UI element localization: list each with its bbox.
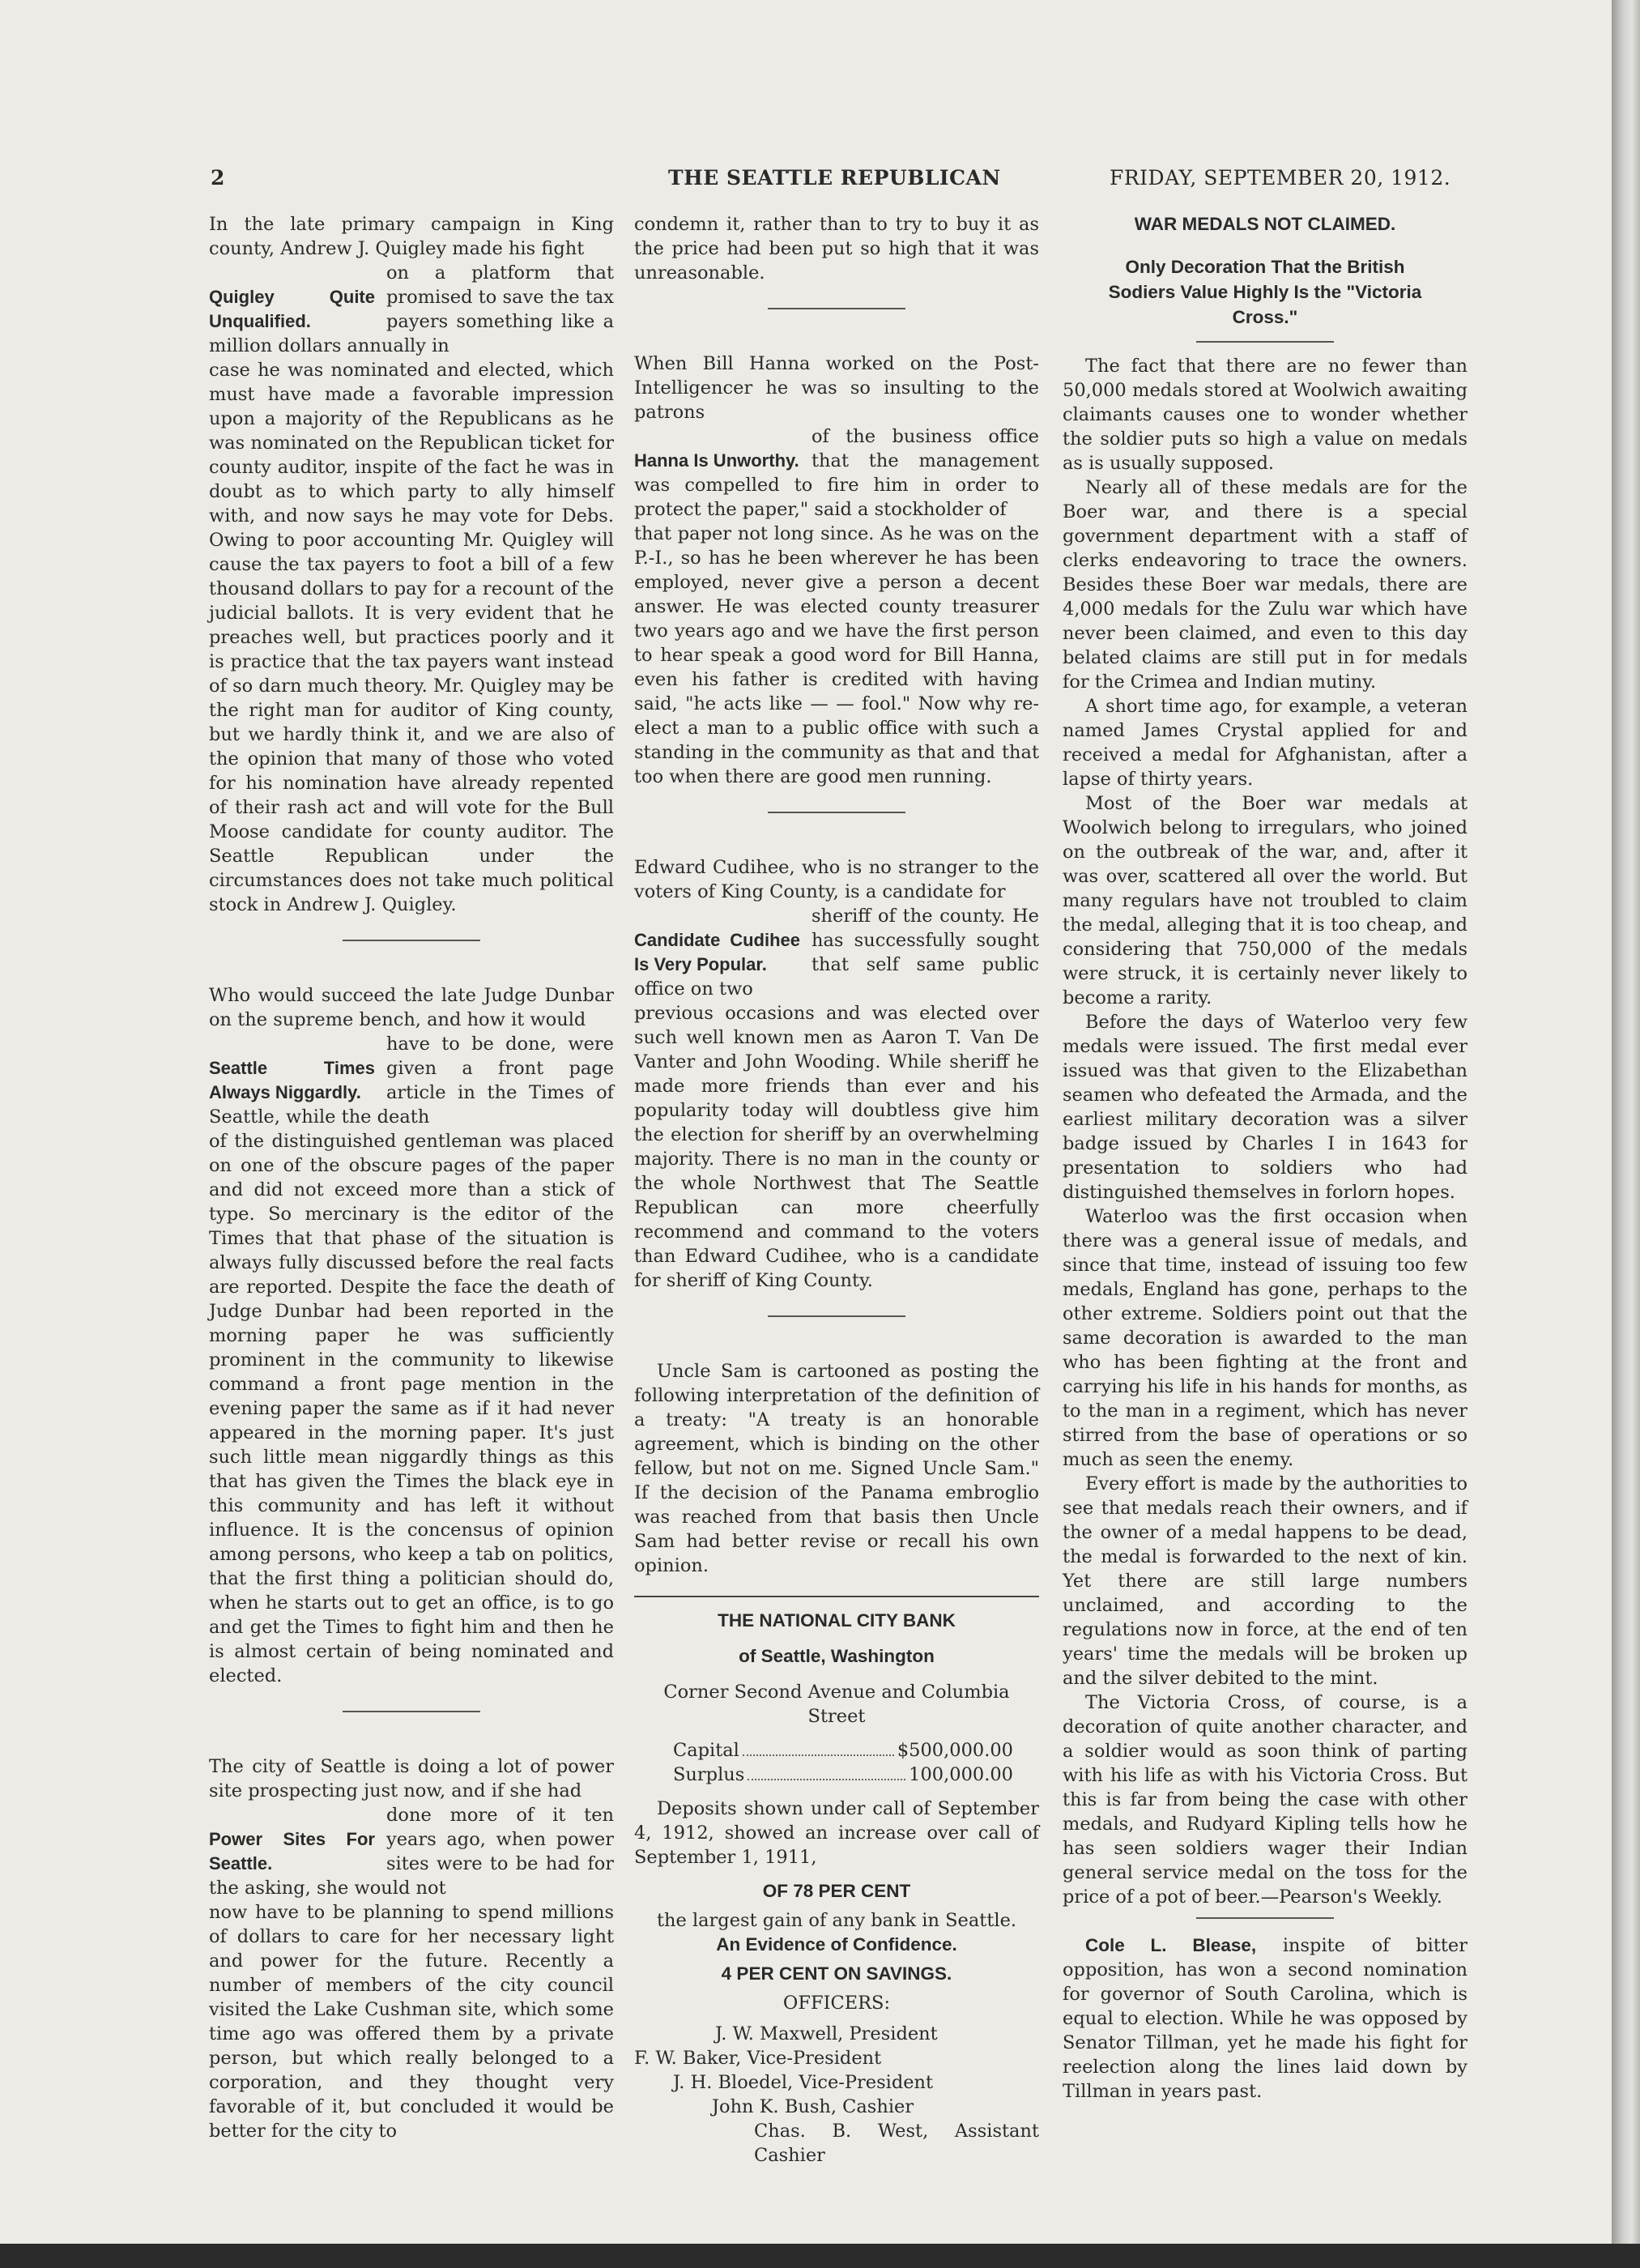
- article-paragraph: A short time ago, for example, a veteran named James Crystal applied for and received a medal for Afghanistan, after a lapse of thirty years.: [1063, 696, 1467, 790]
- article-body: of the distinguished gentleman was placed on one of the obscure pages of the paper and did not exceed more than a stick of type. So mercinary is the editor of the Times that that phase of the situation is always fully discussed before the real facts are reported. Despite the face the death of Judge Dunbar had been reported in the morning paper he was sufficiently prominent in the community to likewise command a front page mention in the evening paper the same as if it had never appeared in the morning paper. It's just such little mean niggardly things as this that has given the Times the black eye in this community and has left it without influence. It is the concensus of opinion among persons, who keep a tab on politics, that the first thing a politician should do, when he starts out to get an office, is to go and get the Times to fight him and then he is almost certain of being nominated and elected.: [209, 1131, 614, 1686]
- article-paragraph: Waterloo was the first occasion when there was a general issue of medals, and since that time, instead of issuing too few medals, England has gone, perhaps to the other extreme. Soldiers point out that the same decoration is awarded to the man who has been fighting at the front and carrying his life in his hands for months, as to the man in a regiment, which has never stirred from the base of operations or so much as seen the enemy.: [1063, 1206, 1467, 1470]
- page-number: 2: [211, 166, 225, 190]
- column-1: [209, 212, 614, 2143]
- section-divider: [1196, 341, 1334, 343]
- article-paragraph: The fact that there are no fewer than 50,000 medals stored at Woolwich awaiting claimants causes one to wonder whether the soldier puts so high a value on medals as is usually supposed.: [1063, 356, 1467, 474]
- bank-advertisement: [634, 1609, 1039, 2168]
- article-lead: When Bill Hanna worked on the Post-Intelligencer he was so insulting to the patrons: [634, 353, 1039, 423]
- article-wrap-text: done more of it ten years ago, when power sites were to be had for the asking, she would not: [209, 1805, 614, 1899]
- article-seattle-times: [209, 983, 614, 1688]
- article-hanna: [634, 352, 1039, 789]
- surplus-row: [673, 1763, 1013, 1787]
- section-divider: [1196, 1917, 1334, 1919]
- capital-value: $500,000.00: [897, 1740, 1013, 1761]
- column-3: [1063, 212, 1467, 2104]
- article-body: previous occasions and was elected over such well known men as Aaron T. Van De Vanter and John Wooding. While sheriff he made more friends than ever and his popularity today will doubtless give him the election for sheriff by an overwhelming majority. There is no man in the county or the whole Northwest that The Seattle Republican can more cheerfully recommend and command to the voters than Edward Cudihee, who is a candidate for sheriff of King County.: [634, 1003, 1039, 1291]
- article-paragraph: Before the days of Waterloo very few medals were issued. The first medal ever issued was that given to the Elizabethan seamen who defeated the Armada, and the earliest military decoration was a silver badge issued by Charles I in 1643 for presentation to soldiers who had distinguished themselves in forlorn hopes.: [1063, 1012, 1467, 1203]
- page-edge-shadow: [1612, 0, 1640, 2268]
- article-cudihee: [634, 855, 1039, 1293]
- section-divider: [768, 812, 905, 813]
- article-headline: WAR MEDALS NOT CLAIMED.: [1134, 214, 1396, 234]
- bank-name: THE NATIONAL CITY BANK: [718, 1610, 956, 1631]
- column-2: [634, 212, 1039, 2168]
- capital-label: Capital: [673, 1740, 739, 1761]
- masthead-title: THE SEATTLE REPUBLICAN: [668, 166, 1001, 190]
- side-heading: Seattle Times Always Niggardly.: [209, 1058, 375, 1102]
- article-lead: In the late primary campaign in King county, Andrew J. Quigley made his fight: [209, 214, 614, 259]
- officer-line: John K. Bush, Cashier: [712, 2096, 914, 2117]
- article-wrap-text: of the business office that the management was compelled to fire him in order to protect the paper," said a stockholder of: [634, 426, 1039, 520]
- officer-line: J. W. Maxwell, President: [715, 2023, 938, 2044]
- dot-leader: [748, 1763, 905, 1780]
- article-quigley: [209, 212, 614, 917]
- article-subhead: Only Decoration That the British Sodiers Value Highly Is the "Victoria Cross.": [1108, 257, 1422, 327]
- article-wrap-text: on a platform that promised to save the tax payers something like a million dollars annually in: [209, 262, 614, 356]
- article-uncle-sam: Uncle Sam is cartooned as posting the following interpretation of the definition of a treaty: "A treaty is an honorable agreement, which is binding on the other fellow, but not on me. Signed Uncle Sam." If the decision of the Panama embroglio was reached from that basis then Uncle Sam had better revise or recall his own opinion.: [634, 1361, 1039, 1576]
- officers-heading: OFFICERS:: [782, 1993, 891, 2014]
- section-divider: [768, 1315, 905, 1317]
- officer-line: J. H. Bloedel, Vice-President: [673, 2072, 934, 2093]
- article-body: that paper not long since. As he was on the P.-I., so has he been wherever he has been employed, never give a person a decent answer. He was elected county treasurer two years ago and we have the first person to hear speak a good word for Bill Hanna, even his father is credited with having said, "he acts like — — fool." Now why re-elect a man to a public office with such a standing in the community as that and that too when there are good men running.: [634, 523, 1039, 787]
- article-body: case he was nominated and elected, which must have made a favorable impression upon a majority of the Republicans as he was nominated on the Republican ticket for county auditor, inspite of the fact he was in doubt as to which party to ally himself with, and now says he may vote for Debs. Owing to poor accounting Mr. Quigley will cause the tax payers to foot a bill of a few thousand dollars to pay for a recount of the judicial ballots. It is very evident that he preaches well, but practices poorly and it is practice that the tax payers want instead of so darn much theory. Mr. Quigley may be the right man for auditor of King county, but we hardly think it, and we are also of the opinion that many of those who voted for his nomination have already repented of their rash act and will vote for the Bull Moose candidate for county auditor. The Seattle Republican under the circumstances does not take much political stock in Andrew J. Quigley.: [209, 360, 614, 915]
- article-wrap-text: have to be done, were given a front page article in the Times of Seattle, while the death: [209, 1034, 614, 1128]
- article-lead: The city of Seattle is doing a lot of power site prospecting just now, and if she had: [209, 1756, 614, 1801]
- officer-line: F. W. Baker, Vice-President: [634, 2048, 882, 2069]
- article-lead: Edward Cudihee, who is no stranger to the voters of King County, is a candidate for: [634, 857, 1039, 902]
- blease-body: inspite of bitter opposition, has won a second nomination for governor of South Carolina, which is equal to election. While he was opposed by Senator Tillman, yet he made his fight for reelection along the lines laid down by Tillman in years past.: [1063, 1935, 1467, 2102]
- bank-city: of Seattle, Washington: [739, 1646, 935, 1666]
- surplus-label: Surplus: [673, 1764, 745, 1785]
- article-wrap-text: sheriff of the county. He has successfully sought that self same public office on two: [634, 906, 1039, 1000]
- article-continuation: condemn it, rather than to try to buy it as the price had been put so high that it was unreasonable.: [634, 214, 1039, 284]
- article-paragraph: Nearly all of these medals are for the Boer war, and there is a special government department with a staff of clerks endeavoring to trace the owners. Besides these Boer war medals, there are 4,000 medals for the Zulu war which have never been claimed, and even to this day belated claims are still put in for medals for the Crimea and Indian mutiny.: [1063, 477, 1467, 693]
- issue-date: FRIDAY, SEPTEMBER 20, 1912.: [1110, 166, 1451, 190]
- article-power-sites: [209, 1754, 614, 2143]
- article-paragraph: Most of the Boer war medals at Woolwich belong to irregulars, who joined on the outbreak of the war, and, after it was over, scattered all over the world. But many regulars have not troubled to claim the medal, alleging that it is too cheap, and considering that 750,000 of the medals were struck, it is certainly never likely to become a rarity.: [1063, 793, 1467, 1008]
- bank-address: Corner Second Avenue and Columbia Street: [663, 1682, 1010, 1727]
- blease-name: Cole L. Blease,: [1085, 1935, 1257, 1955]
- article-lead: Who would succeed the late Judge Dunbar on the supreme bench, and how it would: [209, 985, 614, 1030]
- article-body: now have to be planning to spend millions of dollars to care for her necessary light and power for the future. Recently a number of members of the city council visited the Lake Cushman site, which some time ago was offered them by a private person, but which really belonged to a corporation, and they thought very favorable of it, but concluded it would be better for the city to: [209, 1902, 614, 2142]
- section-divider: [768, 308, 905, 309]
- officer-line: Chas. B. West, Assistant Cashier: [754, 2121, 1039, 2166]
- advert-top-rule: [634, 1596, 1039, 1597]
- section-divider: [343, 940, 480, 941]
- surplus-value: 100,000.00: [909, 1764, 1013, 1785]
- article-paragraph: Every effort is made by the authorities to see that medals reach their owners, and if the owner of a medal happens to be dead, the medal is forwarded to the next of kin. Yet there are still large numbers unclaimed, and according to the regulations now in force, at the end of ten years' time the medals will be broken up and the silver debited to the mint.: [1063, 1473, 1467, 1689]
- side-heading: Power Sites For Seattle.: [209, 1829, 375, 1874]
- side-heading: Hanna Is Unworthy.: [634, 450, 799, 471]
- article-paragraph: The Victoria Cross, of course, is a decoration of quite another character, and a soldier would as soon think of parting with his life as with his Victoria Cross. But this is far from being the case with other medals, and Rudyard Kipling tells how he has seen soldiers wager their Indian general service medal on the toss for the price of a pot of beer.—Pearson's Weekly.: [1063, 1692, 1467, 1908]
- article-blease: [1063, 1933, 1467, 2104]
- deposits-text: Deposits shown under call of September 4, 1912, showed an increase over call of September 1, 1911,: [634, 1798, 1039, 1868]
- section-divider: [343, 1711, 480, 1712]
- savings-heading: 4 PER CENT ON SAVINGS.: [721, 1963, 952, 1984]
- scan-bottom-edge: [0, 2244, 1640, 2268]
- gain-text: the largest gain of any bank in Seattle.: [656, 1910, 1017, 1931]
- dot-leader: [743, 1738, 894, 1756]
- percent-heading: OF 78 PER CENT: [762, 1881, 911, 1901]
- side-heading: Candidate Cudihee Is Very Popular.: [634, 930, 800, 974]
- evidence-heading: An Evidence of Confidence.: [716, 1934, 957, 1955]
- capital-row: [673, 1738, 1013, 1763]
- side-heading: Quigley Quite Unqualified.: [209, 287, 375, 331]
